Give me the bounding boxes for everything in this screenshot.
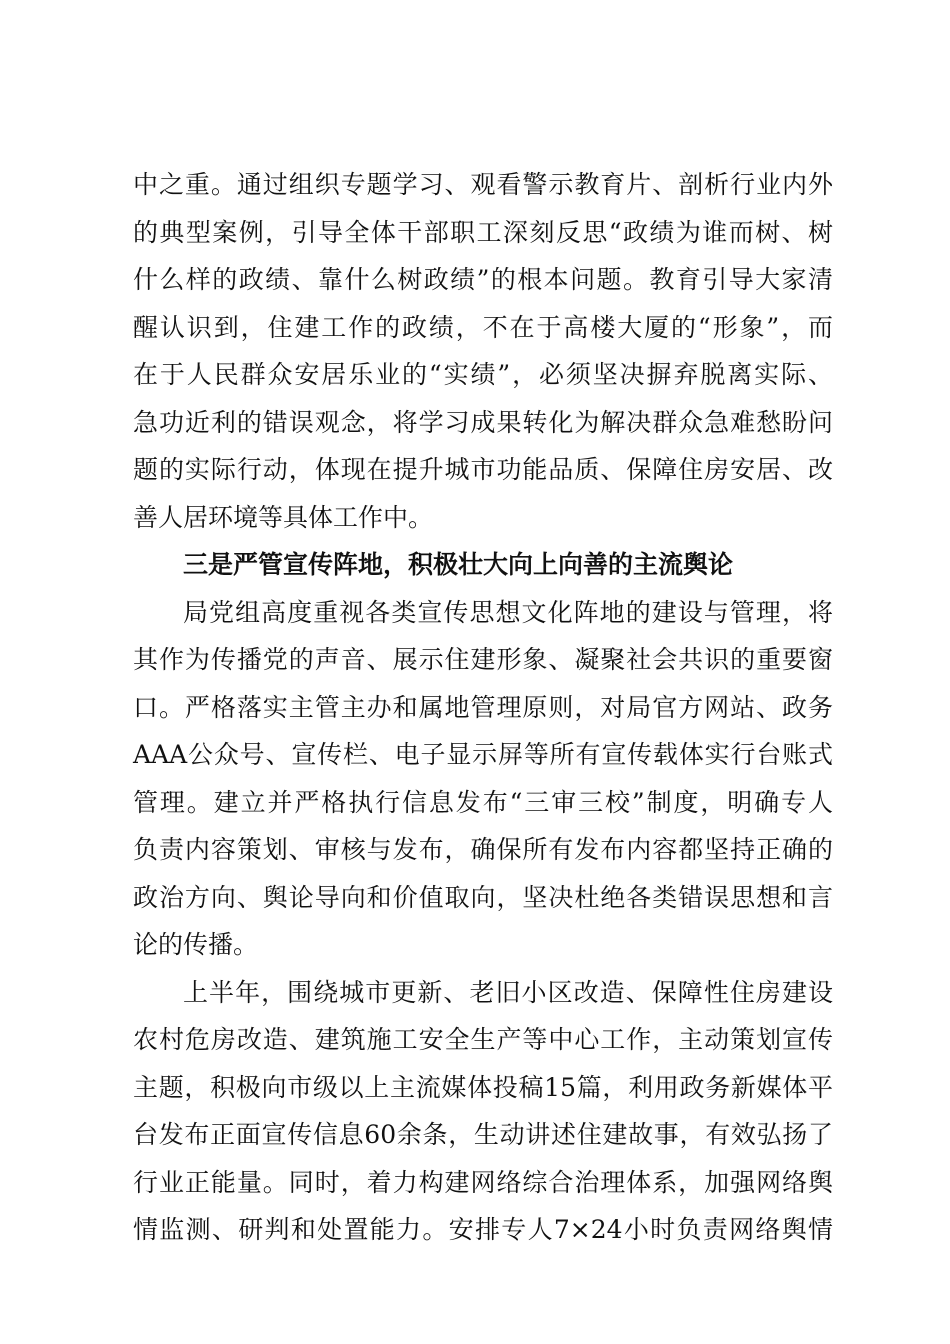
paragraph-line: 上半年，围绕城市更新、老旧小区改造、保障性住房建设 xyxy=(183,977,833,1007)
paragraph-line: 局党组高度重视各类宣传思想文化阵地的建设与管理，将 xyxy=(183,597,833,627)
paragraph-line: 负责内容策划、审核与发布，确保所有发布内容都坚持正确的 xyxy=(133,835,833,864)
paragraph-line: 农村危房改造、建筑施工安全生产等中心工作，主动策划宣传 xyxy=(133,1025,833,1054)
paragraph-line: 管理。建立并严格执行信息发布“三审三校”制度，明确专人 xyxy=(133,787,833,817)
paragraph-3 xyxy=(133,969,833,1254)
paragraph-line: 主题，积极向市级以上主流媒体投稿15篇，利用政务新媒体平 xyxy=(133,1072,833,1102)
paragraph-line: 醒认识到，住建工作的政绩，不在于高楼大厦的“形象”，而 xyxy=(133,312,833,342)
section-heading: 三是严管宣传阵地，积极壮大向上向善的主流舆论 xyxy=(183,550,734,579)
paragraph-line: 什么样的政绩、靠什么树政绩”的根本问题。教育引导大家清 xyxy=(133,265,833,294)
paragraph-line: 中之重。通过组织专题学习、观看警示教育片、剖析行业内外 xyxy=(133,170,833,199)
paragraph-line: 政治方向、舆论导向和价值取向，坚决杜绝各类错误思想和言 xyxy=(133,882,833,912)
paragraph-line: 台发布正面宣传信息60余条，生动讲述住建故事，有效弘扬了 xyxy=(133,1120,833,1149)
paragraph-line: 急功近利的错误观念，将学习成果转化为解决群众急难愁盼问 xyxy=(133,407,833,437)
paragraph-line: 题的实际行动，体现在提升城市功能品质、保障住房安居、改 xyxy=(133,455,833,484)
paragraph-line: 善人居环境等具体工作中。 xyxy=(133,502,434,532)
paragraph-line: 在于人民群众安居乐业的“实绩”，必须坚决摒弃脱离实际、 xyxy=(133,360,833,389)
paragraph-1 xyxy=(133,161,833,541)
paragraph-line: 口。严格落实主管主办和属地管理原则，对局官方网站、政务 xyxy=(133,692,833,722)
paragraph-line: 行业正能量。同时，着力构建网络综合治理体系，加强网络舆 xyxy=(133,1167,833,1197)
paragraph-line: 情监测、研判和处置能力。安排专人7×24小时负责网络舆情 xyxy=(133,1215,833,1244)
paragraph-2 xyxy=(133,589,833,969)
document-body xyxy=(133,161,833,1254)
paragraph-line: 的典型案例，引导全体干部职工深刻反思“政绩为谁而树、树 xyxy=(133,217,833,247)
paragraph-line: 论的传播。 xyxy=(133,930,259,959)
paragraph-line: AAA公众号、宣传栏、电子显示屏等所有宣传载体实行台账式 xyxy=(133,740,833,769)
paragraph-line: 其作为传播党的声音、展示住建形象、凝聚社会共识的重要窗 xyxy=(133,645,833,674)
